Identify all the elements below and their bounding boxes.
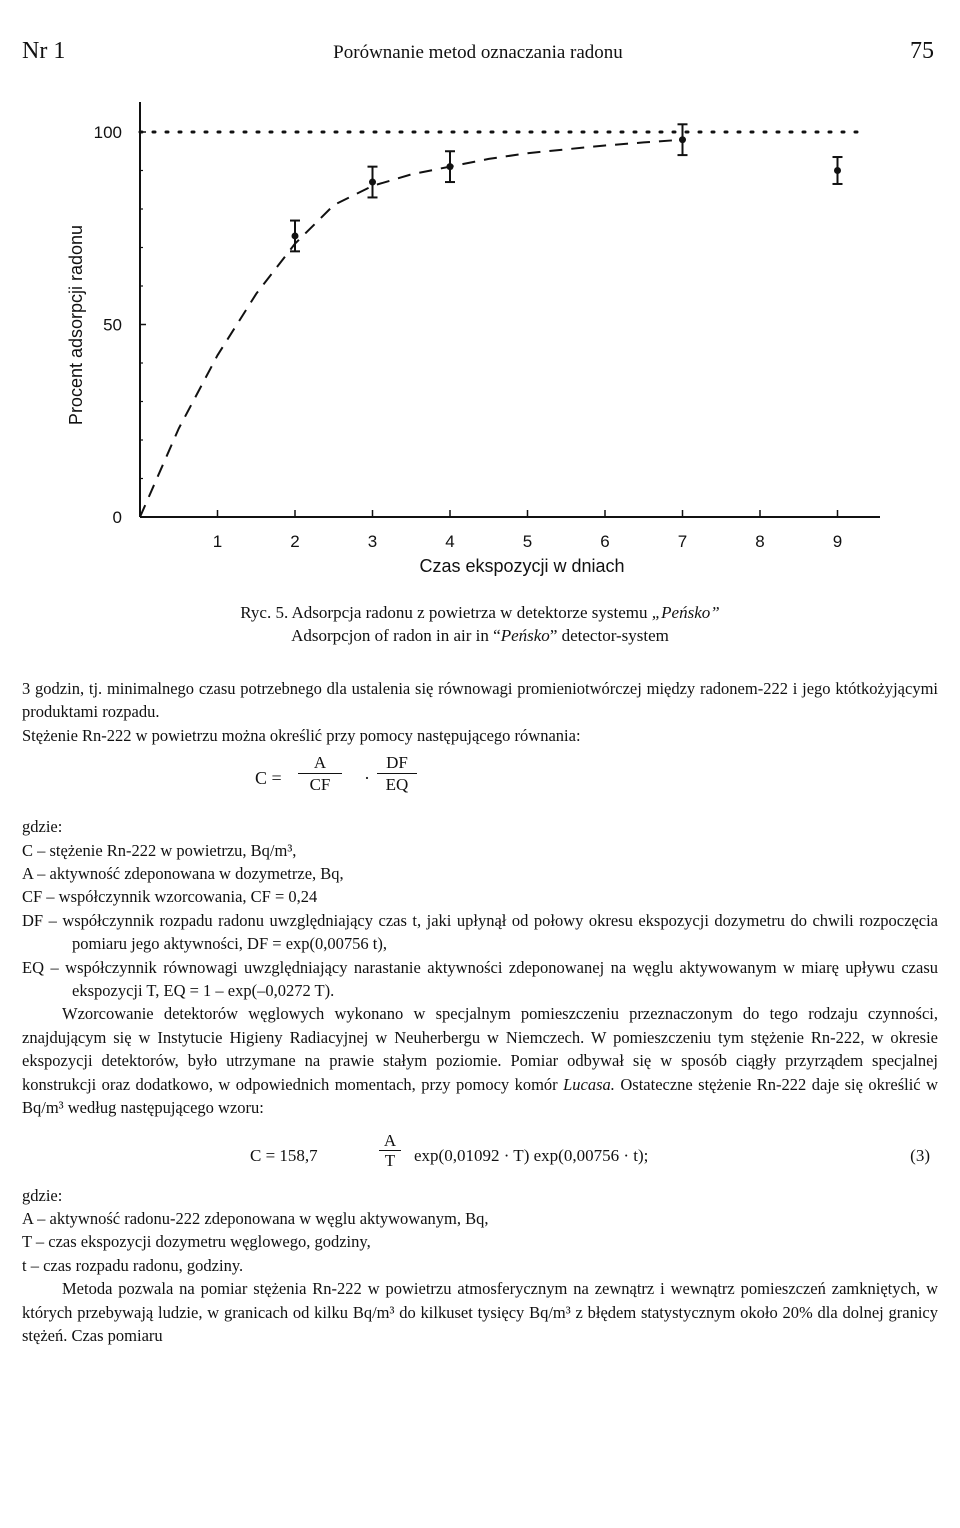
gdzie-label-2: gdzie: (22, 1185, 63, 1205)
journal-number: Nr 1 (22, 38, 66, 64)
point-marker (679, 136, 686, 143)
eq1-dot: · (364, 768, 370, 789)
x-tick-label: 1 (212, 532, 223, 551)
eq1-fraction-df-eq: $\frac{DF}{EQ}$ (377, 753, 417, 796)
x-tick-label: 6 (600, 532, 610, 551)
y-tick-label: 0 (112, 508, 122, 527)
x-tick-label: 8 (755, 532, 765, 551)
caption-polish: Ryc. 5. Adsorpcja radonu z powietrza w detektorze systemu „Peńsko” (240, 603, 720, 622)
x-tick-label: 9 (832, 532, 843, 551)
chart-ticks (94, 123, 843, 551)
x-tick-label: 2 (290, 532, 300, 551)
data-point (833, 157, 843, 184)
eq1-fraction-a-cf: $\frac{A}{CF}$ (298, 753, 342, 796)
eq3-fraction-a-t: $\frac{A}{T}$ (379, 1132, 401, 1171)
definition-item: C – stężenie Rn-222 w powietrzu, Bq/m³, (22, 840, 297, 860)
x-axis-label: Czas ekspozycji w dniach (419, 556, 625, 576)
point-marker (369, 179, 376, 186)
definitions-2 (22, 1207, 938, 1277)
y-axis-label: Procent adsorpcji radonu (66, 224, 86, 426)
definition-item: A – aktywność zdeponowana w dozymetrze, Bq, (22, 864, 344, 884)
paragraph-1: 3 godzin, tj. minimalnego czasu potrzebnego dla ustalenia się równowagi promieniotwórczej między radonem-222 i jego któtkożyjącymi produktami rozpadu. (22, 679, 938, 722)
paragraph-2: Stężenie Rn-222 w powietrzu można określić przy pomocy następującego równania: (22, 725, 581, 745)
y-tick-label: 100 (93, 123, 122, 142)
fit-curve (140, 140, 683, 517)
data-point (678, 124, 688, 155)
definition-item: EQ – współczynnik równowagi uwzględniający narastanie aktywności zdeponowanej na węglu aktywowanym w miarę upływu czasu ekspozycji T, EQ = 1 – exp(–0,0272 T). (22, 957, 938, 1001)
equation-1 (22, 751, 938, 813)
chart-axes (140, 102, 880, 517)
x-tick-label: 7 (677, 532, 688, 551)
running-title: Porównanie metod oznaczania radonu (333, 42, 623, 63)
data-points (290, 124, 843, 251)
caption-english: Adsorpcjon of radon in air in “Peńsko” detector-system (291, 626, 669, 645)
definition-item: t – czas rozpadu radonu, godziny. (22, 1255, 244, 1275)
data-point (368, 167, 378, 198)
page-number: 75 (910, 38, 934, 64)
paragraph-3: Wzorcowanie detektorów węglowych wykonano w specjalnym pomieszczeniu przeznaczonym do tego rodzaju czynności, znajdującym się w Instytucie Higieny Radiacyjnej w Neuherbergu w Niemczech. W pomieszczeniu tym stężenie Rn-222, w okresie ekspozycji detektorów, było utrzymane na prawie stałym poziomie. Pomiar odbywał się w sposób ciągły przyrządem specjalnej konstrukcji oraz dodatkowo, w odpowiednich momentach, przy pomocy komór Lucasa. Ostateczne stężenie Rn-222 daje się określić w Bq/m³ według następującego wzoru: (22, 1004, 938, 1118)
gdzie-label-1: gdzie: (22, 817, 63, 837)
figure-caption (0, 601, 960, 647)
x-tick-label: 4 (445, 532, 455, 551)
x-tick-label: 5 (522, 532, 533, 551)
eq3-rhs: exp(0,01092 · T) exp(0,00756 · t); (414, 1145, 649, 1165)
definition-item: CF – współczynnik wzorcowania, CF = 0,24 (22, 887, 318, 907)
paragraph-4: Metoda pozwala na pomiar stężenia Rn-222 w powietrzu atmosferycznym na zewnątrz i wewnątrz pomieszczeń zamkniętych, w których przebywają ludzie, w granicach od kilku Bq/m³ do kilkuset tysięcy Bq/m³ z błędem statystycznym około 20% dla dolnej granicy stężeń. Czas pomiaru (22, 1279, 938, 1345)
data-point (445, 151, 455, 182)
fit-curve-line (140, 140, 683, 517)
point-marker (292, 232, 299, 239)
point-marker (447, 163, 454, 170)
definitions-1 (22, 839, 938, 1003)
x-tick-label: 3 (367, 532, 378, 551)
definition-item: T – czas ekspozycji dozymetru węglowego, godziny, (22, 1232, 371, 1252)
adsorption-chart (0, 95, 960, 595)
y-tick-label: 50 (103, 315, 122, 335)
definition-item: A – aktywność radonu-222 zdeponowana w węglu aktywowanym, Bq, (22, 1208, 489, 1228)
definition-item: DF – współczynnik rozpadu radonu uwzględniający czas t, jaki upłynął od połowy okresu ekspozycji dozymetru do chwili rozpoczęcia pomiaru jego aktywności, DF = exp(0,00756 t), (22, 910, 938, 954)
page-header (22, 38, 934, 72)
body-text (22, 677, 938, 1347)
equation-number: (3) (910, 1145, 930, 1165)
eq3-lhs: C = 158,7 (250, 1145, 318, 1165)
point-marker (834, 167, 841, 174)
equation-3 (22, 1130, 938, 1180)
eq1-lhs: C = (255, 768, 282, 789)
